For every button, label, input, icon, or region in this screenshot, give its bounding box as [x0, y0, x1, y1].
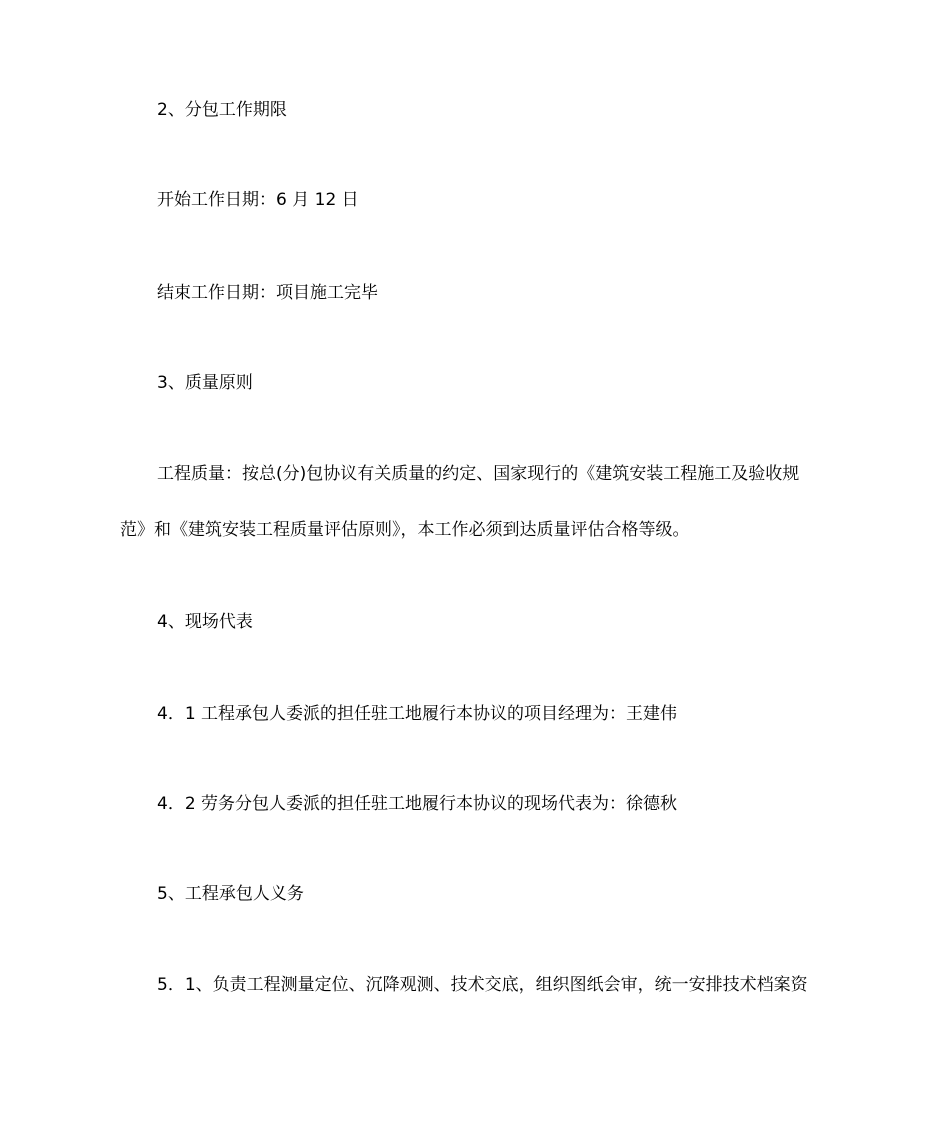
project-manager-line: 4．1 工程承包人委派的担任驻工地履行本协议的项目经理为：王建伟 — [157, 704, 678, 724]
obligation-5-1-line: 5．1、负责工程测量定位、沉降观测、技术交底，组织图纸会审，统一安排技术档案资 — [157, 975, 808, 995]
section-heading-work-period: 2、分包工作期限 — [157, 100, 287, 120]
start-date-line: 开始工作日期：6 月 12 日 — [157, 190, 359, 210]
section-heading-contractor-obligations: 5、工程承包人义务 — [157, 884, 304, 904]
quality-paragraph-line-1: 工程质量：按总(分)包协议有关质量的约定、国家现行的《建筑安装工程施工及验收规 — [157, 464, 800, 484]
section-heading-site-representative: 4、现场代表 — [157, 612, 253, 632]
section-heading-quality: 3、质量原则 — [157, 373, 253, 393]
site-representative-line: 4．2 劳务分包人委派的担任驻工地履行本协议的现场代表为：徐德秋 — [157, 794, 678, 814]
end-date-line: 结束工作日期：项目施工完毕 — [157, 283, 378, 303]
quality-paragraph-line-2: 范》和《建筑安装工程质量评估原则》，本工作必须到达质量评估合格等级。 — [120, 520, 690, 540]
